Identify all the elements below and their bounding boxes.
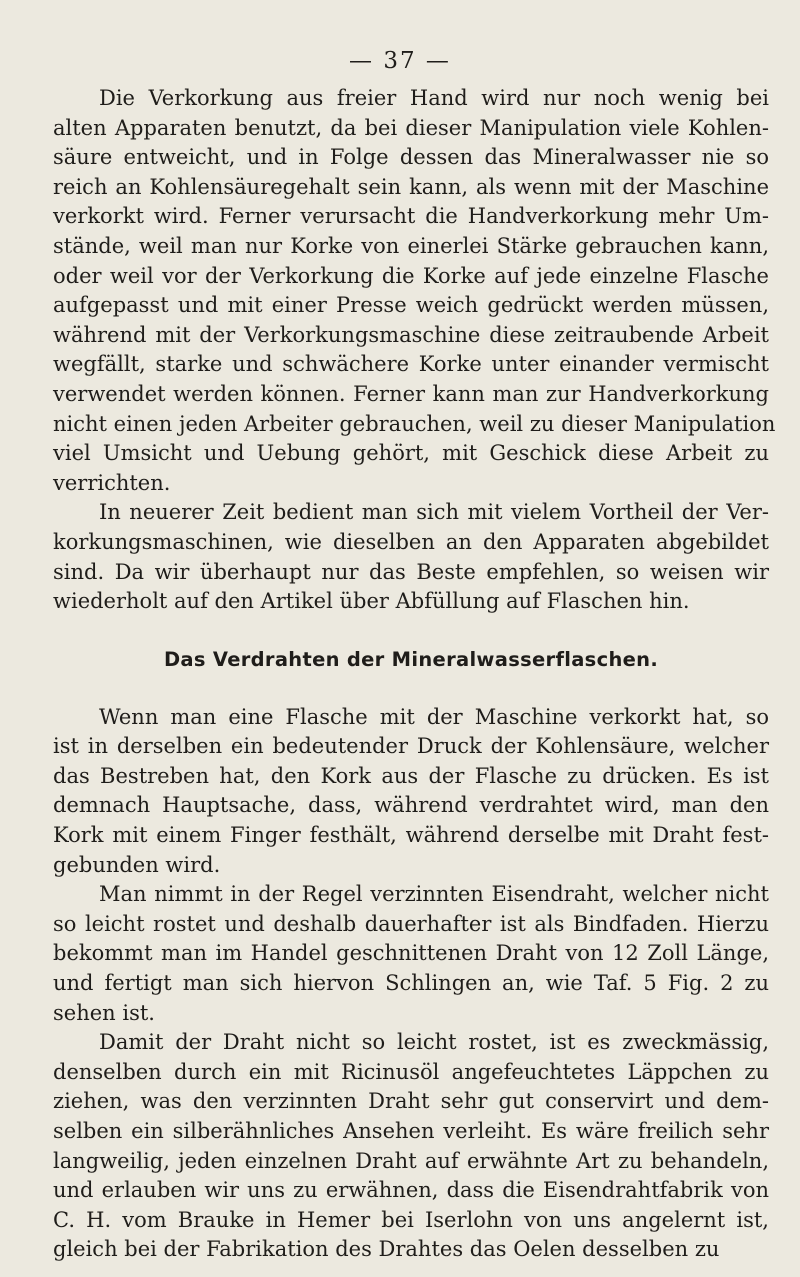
text-line: ist in derselben ein bedeutender Druck der Kohlensäure, welcher	[53, 734, 769, 759]
text-line: während mit der Verkorkungsmaschine diese zeitraubende Arbeit	[53, 322, 769, 347]
text-line: nicht einen jeden Arbeiter gebrauchen, weil zu dieser Manipulation	[53, 411, 776, 436]
text-section-verkorkung	[53, 84, 776, 617]
text-line: so leicht rostet und deshalb dauerhafter ist als Bindfaden. Hierzu	[53, 911, 769, 936]
text-line: verwendet werden können. Ferner kann man zur Handverkorkung	[53, 381, 769, 406]
text-line: aufgepasst und mit einer Presse weich gedrückt werden müssen,	[53, 293, 769, 318]
text-line: oder weil vor der Verkorkung die Korke auf jede einzelne Flasche	[53, 263, 769, 288]
text-line: C. H. vom Brauke in Hemer bei Iserlohn von uns angelernt ist,	[53, 1207, 769, 1232]
text-line: wiederholt auf den Artikel über Abfüllung auf Flaschen hin.	[53, 589, 690, 614]
paragraph	[53, 703, 769, 881]
text-line: das Bestreben hat, den Kork aus der Flasche zu drücken. Es ist	[53, 763, 769, 788]
text-line: sind. Da wir überhaupt nur das Beste empfehlen, so weisen wir	[53, 559, 769, 584]
text-line: ziehen, was den verzinnten Draht sehr gut conservirt und dem-	[53, 1089, 769, 1114]
text-line: alten Apparaten benutzt, da bei dieser Manipulation viele Kohlen-	[53, 115, 769, 140]
text-section-verdrahten	[53, 703, 769, 1265]
text-line: langweilig, jeden einzelnen Draht auf erwähnte Art zu behandeln,	[53, 1148, 769, 1173]
text-line: Wenn man eine Flasche mit der Maschine verkorkt hat, so	[99, 704, 769, 729]
text-line: Kork mit einem Finger festhält, während derselbe mit Draht fest-	[53, 823, 769, 848]
paragraph	[53, 880, 769, 1028]
text-line: Damit der Draht nicht so leicht rostet, ist es zweckmässig,	[99, 1030, 769, 1055]
text-line: verrichten.	[53, 470, 171, 495]
text-line: säure entweicht, und in Folge dessen das Mineralwasser nie so	[53, 145, 769, 170]
text-line: und erlauben wir uns zu erwähnen, dass die Eisendrahtfabrik von	[53, 1178, 769, 1203]
text-line: korkungsmaschinen, wie dieselben an den Apparaten abgebildet	[53, 529, 769, 554]
text-line: selben ein silberähnliches Ansehen verleiht. Es wäre freilich sehr	[53, 1119, 769, 1143]
text-line: stände, weil man nur Korke von einerlei Stärke gebrauchen kann,	[53, 233, 769, 258]
text-line: sehen ist.	[53, 1000, 155, 1025]
text-line: denselben durch ein mit Ricinusöl angefeuchtetes Läppchen zu	[53, 1059, 769, 1084]
text-line: viel Umsicht und Uebung gehört, mit Geschick diese Arbeit zu	[53, 441, 769, 466]
text-line: reich an Kohlensäuregehalt sein kann, als wenn mit der Maschine	[53, 174, 769, 199]
text-line: wegfällt, starke und schwächere Korke unter einander vermischt	[53, 352, 769, 377]
paragraph	[53, 84, 776, 498]
text-line: verkorkt wird. Ferner verursacht die Handverkorkung mehr Um-	[53, 204, 769, 229]
text-line: Die Verkorkung aus freier Hand wird nur noch wenig bei	[99, 86, 769, 110]
text-line: gleich bei der Fabrikation des Drahtes das Oelen desselben zu	[53, 1237, 720, 1262]
section-heading: Das Verdrahten der Mineralwasserflaschen.	[163, 647, 659, 671]
text-line: demnach Hauptsache, dass, während verdrahtet wird, man den	[53, 793, 769, 818]
text-line: und fertigt man sich hiervon Schlingen an, wie Taf. 5 Fig. 2 zu	[53, 971, 769, 996]
paragraph	[53, 1028, 769, 1265]
text-line: Man nimmt in der Regel verzinnten Eisendraht, welcher nicht	[99, 882, 769, 907]
paragraph	[53, 498, 769, 616]
page-body	[53, 84, 776, 1265]
page-number: — 37 —	[349, 48, 451, 74]
text-line: gebunden wird.	[53, 852, 221, 877]
text-line: In neuerer Zeit bedient man sich mit vielem Vortheil der Ver-	[99, 500, 769, 525]
text-line: bekommt man im Handel geschnittenen Draht von 12 Zoll Länge,	[53, 941, 769, 966]
